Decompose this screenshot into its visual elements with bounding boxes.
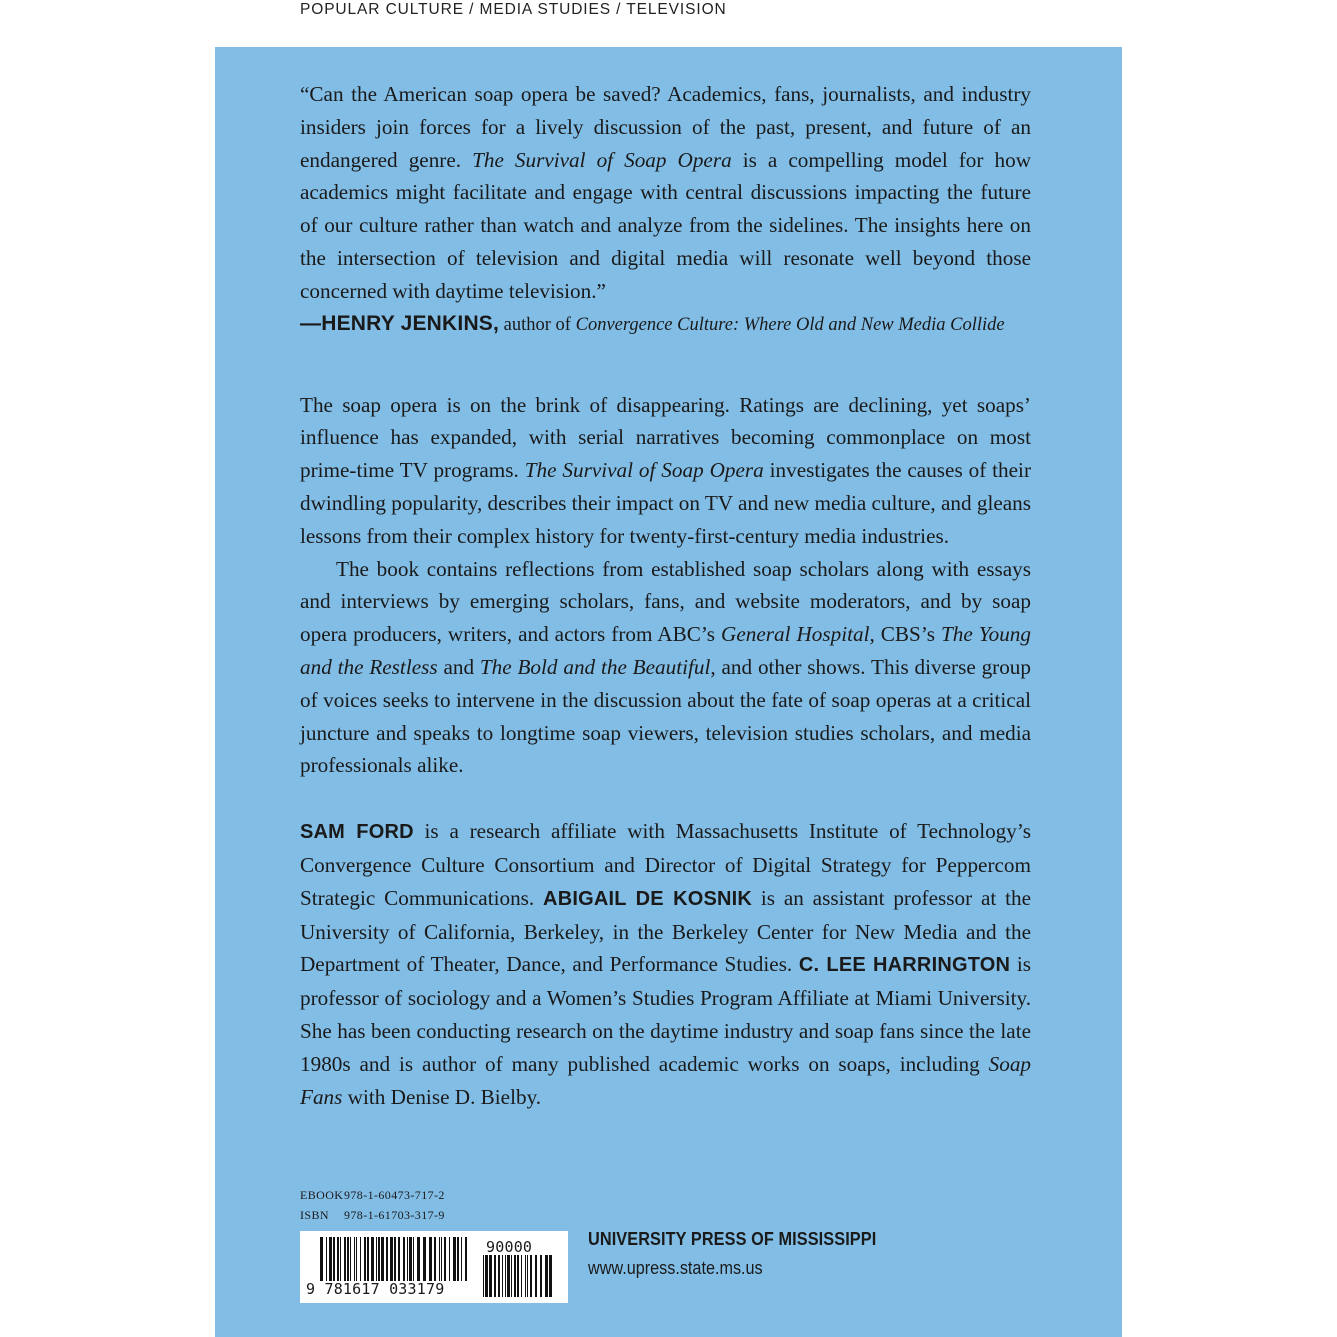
author-bios: SAM FORD is a research affiliate with Massachusetts Institute of Technology’s Convergence Culture Consortium and Director of Digital Strategy for Peppercom Strategic Communications. ABIGAIL DE KOSNIK is an assistant professor at the University of California, Berkeley, in the Berkeley Center for New Media and the Department of Theater, Dance, and Performance Studies. C. LEE HARRINGTON is professor of sociology and a Women’s Studies Program Affiliate at Miami University. She has been conducting research on the daytime industry and soap fans since the late 1980s and is author of many published academic works on soaps, including Soap Fans with Denise D. Bielby.: [300, 819, 1031, 1109]
description-paragraph-1: The soap opera is on the brink of disappearing. Ratings are declining, yet soaps’ influence has expanded, with serial narratives becoming commonplace on most prime-time TV programs. The Survival of Soap Opera investigates the causes of their dwindling popularity, describes their impact on TV and new media culture, and gleans lessons from their complex history for twenty-first-century media industries.: [300, 392, 1031, 548]
isbn-barcode: [300, 1231, 568, 1303]
back-cover-panel: [215, 47, 1122, 1337]
book-title: The Survival of Soap Opera: [472, 147, 732, 172]
author-name-3: C. LEE HARRINGTON: [798, 954, 1011, 977]
endorsement-attribution: —HENRY JENKINS, author of Convergence Culture: Where Old and New Media Collide: [300, 311, 1005, 335]
ebook-line: EBOOK978-1-60473-717-2: [300, 1188, 445, 1202]
author-name-1: SAM FORD: [300, 821, 414, 844]
category-label: POPULAR CULTURE / MEDIA STUDIES / TELEVISION: [300, 1, 727, 18]
endorser-book: Convergence Culture: Where Old and New Media Collide: [575, 314, 1005, 335]
isbn-block: [300, 1185, 445, 1225]
author-name-2: ABIGAIL DE KOSNIK: [543, 887, 753, 910]
barcode-addon-digits: 90000: [486, 1238, 533, 1256]
description-paragraph-2: The book contains reflections from established soap scholars along with essays and interviews by emerging scholars, fans, and website moderators, and by soap opera producers, writers, and actors from ABC’s General Hospital, CBS’s The Young and the Restless and The Bold and the Beautiful, and other shows. This diverse group of voices seeks to intervene in the discussion about the fate of soap operas at a critical juncture and speaks to longtime soap viewers, television studies scholars, and media professionals alike.: [300, 556, 1031, 778]
barcode-main-digits: 9 781617 033179: [306, 1280, 445, 1298]
publisher-url: www.upress.state.ms.us: [588, 1258, 763, 1278]
endorsement-quote: “Can the American soap opera be saved? Academics, fans, journalists, and industry insiders join forces for a lively discussion of the past, present, and future of an endangered genre. The Survival of Soap Opera is a compelling model for how academics might facilitate and engage with central discussions impacting the future of our culture rather than watch and analyze from the sidelines. The insights here on the intersection of television and digital media will resonate well beyond those concerned with daytime television.”: [300, 82, 1031, 303]
cover-text: [300, 78, 1031, 1113]
endorser-name: —HENRY JENKINS,: [300, 311, 500, 335]
publisher-name: UNIVERSITY PRESS OF MISSISSIPPI: [588, 1228, 877, 1249]
isbn-line: ISBN 978-1-61703-317-9: [300, 1208, 445, 1222]
